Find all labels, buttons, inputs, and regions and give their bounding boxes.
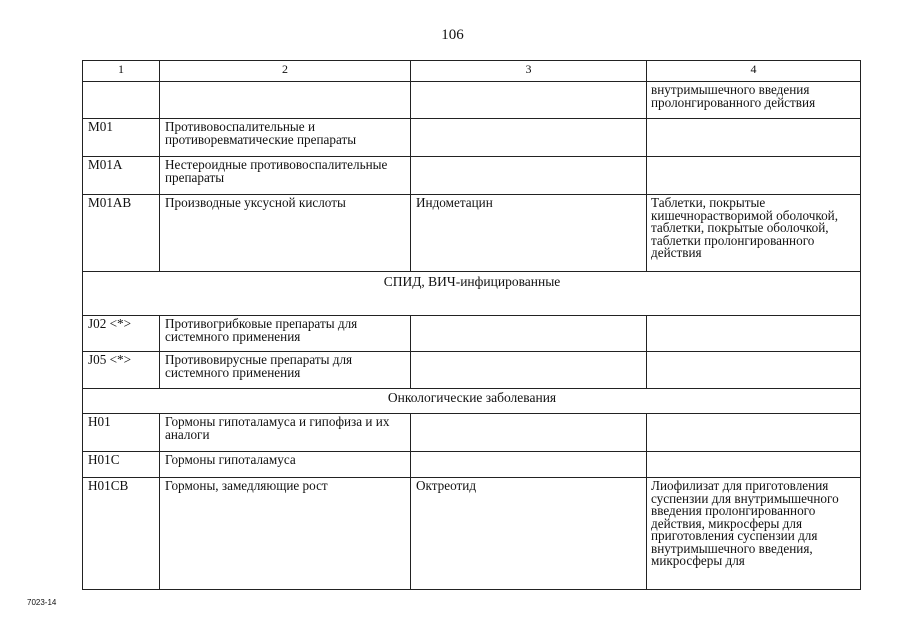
section-row	[83, 272, 861, 316]
cell-group: Нестероидные противовоспалительные препараты	[160, 157, 411, 195]
cell-code: J05 <*>	[83, 352, 160, 389]
table-row	[83, 352, 861, 389]
cell-code: H01	[83, 414, 160, 452]
cell-form	[647, 414, 861, 452]
cell-code: M01AB	[83, 195, 160, 272]
cell-form: Таблетки, покрытые кишечнорастворимой оболочкой, таблетки, покрытые оболочкой, таблетки пролонгированного действия	[647, 195, 861, 272]
cell-form	[647, 452, 861, 478]
header-col-4: 4	[647, 61, 861, 82]
drug-table	[82, 60, 861, 590]
cell-drug	[411, 452, 647, 478]
section-row	[83, 389, 861, 414]
table-row	[83, 316, 861, 352]
table-row	[83, 414, 861, 452]
table-header-row	[83, 61, 861, 82]
footer-code: 7023-14	[27, 598, 57, 607]
table-row	[83, 119, 861, 157]
cell-drug: Октреотид	[411, 478, 647, 590]
table-row	[83, 195, 861, 272]
cell-code: J02 <*>	[83, 316, 160, 352]
table-row	[83, 82, 861, 119]
cell-group: Противовирусные препараты для системного применения	[160, 352, 411, 389]
cell-drug: Индометацин	[411, 195, 647, 272]
header-col-2: 2	[160, 61, 411, 82]
cell-code: M01	[83, 119, 160, 157]
cell-drug	[411, 82, 647, 119]
header-col-1: 1	[83, 61, 160, 82]
cell-group: Гормоны, замедляющие рост	[160, 478, 411, 590]
cell-group: Противогрибковые препараты для системного применения	[160, 316, 411, 352]
cell-drug	[411, 414, 647, 452]
cell-group: Производные уксусной кислоты	[160, 195, 411, 272]
cell-drug	[411, 352, 647, 389]
cell-form	[647, 352, 861, 389]
page-number: 106	[441, 27, 464, 43]
section-title: Онкологические заболевания	[83, 389, 861, 414]
cell-code: M01A	[83, 157, 160, 195]
cell-code	[83, 82, 160, 119]
cell-code: H01C	[83, 452, 160, 478]
cell-drug	[411, 316, 647, 352]
cell-form	[647, 157, 861, 195]
cell-group	[160, 82, 411, 119]
cell-code: H01CB	[83, 478, 160, 590]
cell-form	[647, 119, 861, 157]
cell-group: Гормоны гипоталамуса и гипофиза и их аналоги	[160, 414, 411, 452]
cell-form: Лиофилизат для приготовления суспензии для внутримышечного введения пролонгированного действия, микросферы для приготовления суспензии для внутримышечного введения, микросферы для	[647, 478, 861, 590]
cell-group: Противовоспалительные и противоревматические препараты	[160, 119, 411, 157]
table-row	[83, 478, 861, 590]
section-title: СПИД, ВИЧ-инфицированные	[83, 272, 861, 316]
table-row	[83, 157, 861, 195]
cell-group: Гормоны гипоталамуса	[160, 452, 411, 478]
header-col-3: 3	[411, 61, 647, 82]
table-row	[83, 452, 861, 478]
cell-form	[647, 316, 861, 352]
cell-form: внутримышечного введения пролонгированного действия	[647, 82, 861, 119]
cell-drug	[411, 119, 647, 157]
cell-drug	[411, 157, 647, 195]
